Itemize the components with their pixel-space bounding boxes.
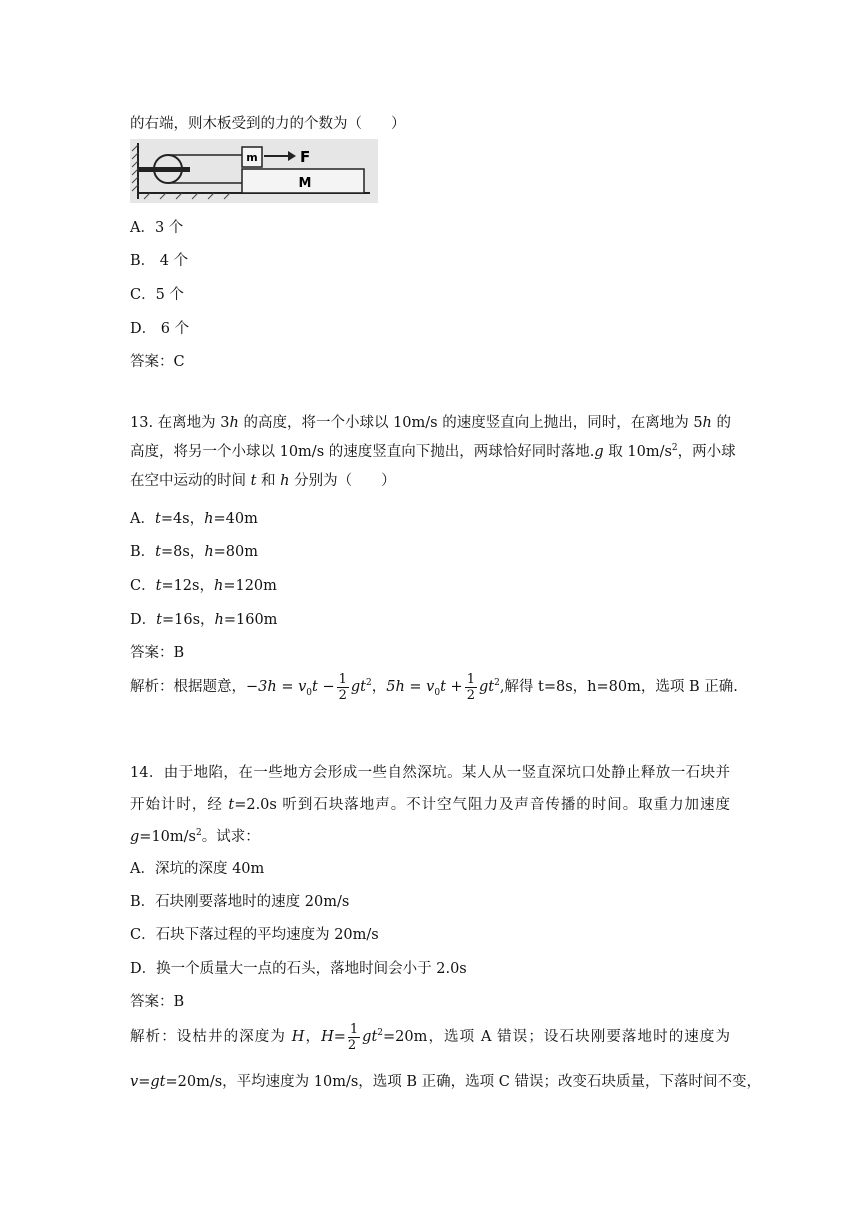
q13-stem-line2: 高度，将另一个小球以 10m/s 的速度竖直向下抛出，两球恰好同时落地.g 取 $10m/s^2$，两小球 [130, 443, 736, 460]
q13-option-a: A．t=4s，h=40m [130, 511, 258, 527]
q14-analysis-line1: 解析：设枯井的深度为 H，H= $\frac{1}{2}$ $gt^2=20m$，选项 A 错误；设石块刚要落地时的速度为 [130, 1021, 731, 1053]
q14-analysis-line2: v=gt=20m/s，平均速度为 10m/s，选项 B 正确，选项 C 错误；改变石块质量，下落时间不变， [130, 1074, 761, 1090]
fraction-half: $\frac{1}{2}$ [347, 1021, 359, 1053]
q12-option-d: D． 6 个 [130, 321, 190, 337]
force-label: F [300, 148, 311, 166]
q14-option-a: A．深坑的深度 40m [130, 861, 265, 877]
q14-option-c: C．石块下落过程的平均速度为 20m/s [130, 927, 379, 943]
q13-option-c: C．t=12s，h=120m [130, 578, 277, 594]
q12-option-a: A．3 个 [130, 220, 184, 236]
q14-option-d: D．换一个质量大一点的石头，落地时间会小于 2.0s [130, 961, 467, 977]
q13-stem-line1: 13. 在离地为 3h 的高度，将一个小球以 10m/s 的速度竖直向上抛出，同时，在离地为 5h 的 [130, 415, 731, 431]
q14-stem-line1: 14．由于地陷，在一些地方会形成一些自然深坑。某人从一竖直深坑口处静止释放一石块并 [130, 765, 730, 781]
q13-analysis: 解析：根据题意，$-3h = v_0t$ − $\frac{1}{2}$ $gt^2$，$5h = v_0t$ + $\frac{1}{2}$ $gt^2$,解得 t=8s，h=80m，选项 B 正确. [130, 671, 738, 703]
q12-option-c: C．5 个 [130, 287, 184, 303]
q12-answer: 答案：C [130, 354, 185, 370]
q12-figure [130, 139, 378, 203]
q14-answer: 答案：B [130, 994, 185, 1010]
q13-option-d: D．t=16s，h=160m [130, 612, 278, 628]
q13-option-b: B．t=8s，h=80m [130, 544, 259, 560]
q13-stem-line3: 在空中运动的时间 t 和 h 分别为（ ） [130, 473, 396, 489]
q12-option-b: B． 4 个 [130, 253, 189, 269]
q12-stem: 的右端，则木板受到的力的个数为（ ） [130, 116, 406, 132]
q14-stem-line2: 开始计时，经 t=2.0s 听到石块落地声。不计空气阻力及声音传播的时间。取重力加速度 [130, 797, 730, 813]
pulley-axle [138, 167, 190, 172]
q13-answer: 答案：B [130, 645, 185, 661]
q14-option-b: B．石块刚要落地时的速度 20m/s [130, 894, 350, 910]
block-m-label: m [246, 151, 258, 164]
board-M-label: M [298, 176, 312, 191]
q14-stem-line3: $g=10m/s^2$。试求： [130, 828, 260, 845]
fraction-half: $\frac{1}{2}$ [466, 671, 475, 703]
fraction-half: $\frac{1}{2}$ [338, 671, 347, 703]
